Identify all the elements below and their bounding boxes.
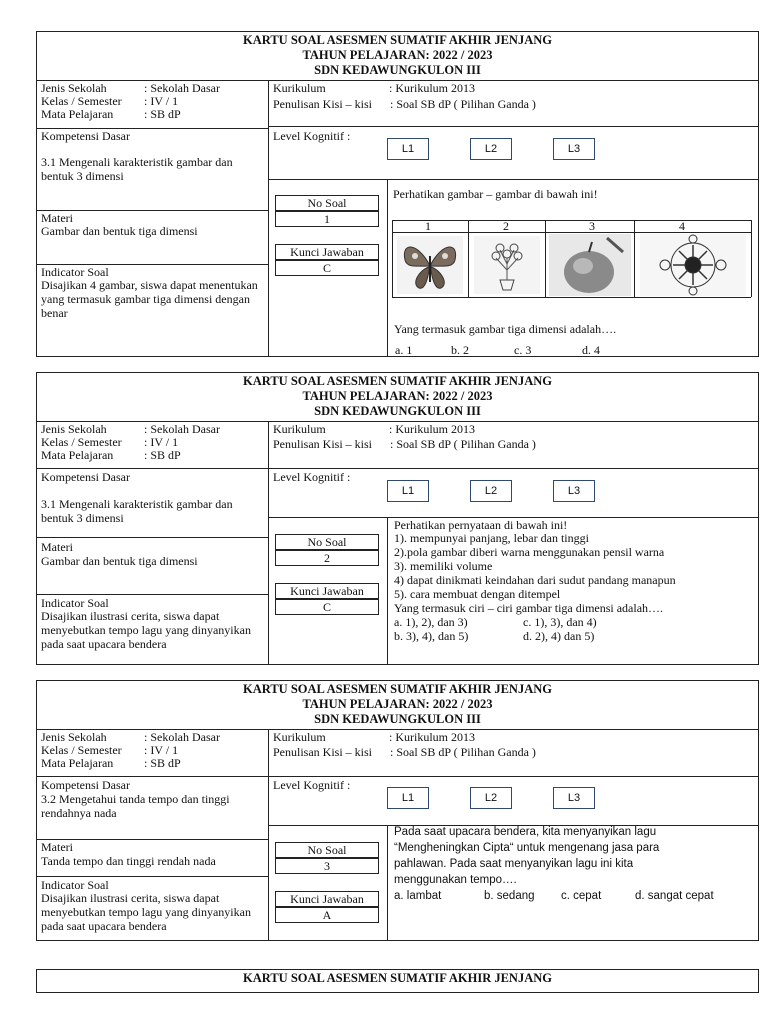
jenis-sekolah-label: Jenis Sekolah bbox=[41, 81, 107, 95]
level-l2: L2 bbox=[470, 480, 512, 502]
option-d: d. sangat cepat bbox=[635, 890, 714, 902]
kunci-label: Kunci Jawaban bbox=[275, 244, 379, 260]
flower-vase-drawing bbox=[474, 236, 540, 294]
level-l3: L3 bbox=[553, 138, 595, 160]
level-l2: L2 bbox=[470, 787, 512, 809]
header-title: KARTU SOAL ASESMEN SUMATIF AKHIR JENJANG bbox=[243, 374, 552, 388]
kompetensi-label: Kompetensi Dasar bbox=[41, 778, 130, 792]
level-l3: L3 bbox=[553, 787, 595, 809]
option-b: b. 2 bbox=[451, 343, 469, 357]
kunci-value: C bbox=[275, 260, 379, 276]
kelas-value: : IV / 1 bbox=[144, 94, 179, 108]
question-line-1: Pada saat upacara bendera, kita menyanyikan lagu bbox=[394, 826, 657, 838]
kisi-value: : Soal SB dP ( Pilihan Ganda ) bbox=[390, 745, 536, 759]
mapel-value: : SB dP bbox=[144, 756, 181, 770]
kurikulum-label: Kurikulum bbox=[273, 422, 326, 436]
option-b: b. sedang bbox=[484, 890, 535, 902]
level-l1: L1 bbox=[387, 480, 429, 502]
header-year: TAHUN PELAJARAN: 2022 / 2023 bbox=[302, 48, 493, 62]
no-soal-value: 3 bbox=[275, 858, 379, 874]
kurikulum-value: : Kurikulum 2013 bbox=[389, 81, 475, 95]
option-b: b. 3), 4), dan 5) bbox=[394, 629, 469, 643]
materi-label: Materi bbox=[41, 540, 73, 554]
mapel-value: : SB dP bbox=[144, 107, 181, 121]
level-l1: L1 bbox=[387, 138, 429, 160]
kelas-label: Kelas / Semester bbox=[41, 743, 122, 757]
header-title: KARTU SOAL ASESMEN SUMATIF AKHIR JENJANG bbox=[243, 971, 552, 985]
no-soal-label: No Soal bbox=[275, 195, 379, 211]
indikator-text: Disajikan ilustrasi cerita, siswa dapat menyebutkan tempo lagu yang dinyanyikan pada saat upacara bendera bbox=[41, 609, 251, 651]
image-label-1: 1 bbox=[425, 219, 431, 233]
indikator-label: Indicator Soal bbox=[41, 265, 109, 279]
kunci-value: A bbox=[275, 907, 379, 923]
question-text: Yang termasuk ciri – ciri gambar tiga dimensi adalah…. bbox=[394, 601, 664, 615]
statement-4: 4) dapat dinikmati keindahan dari sudut pandang manapun bbox=[394, 573, 676, 587]
statement-2: 2).pola gambar diberi warna menggunakan pensil warna bbox=[394, 545, 665, 559]
kisi-label: Penulisan Kisi – kisi bbox=[273, 745, 373, 759]
image-label-3: 3 bbox=[589, 219, 595, 233]
mapel-label: Mata Pelajaran bbox=[41, 107, 114, 121]
materi-text: Tanda tempo dan tinggi rendah nada bbox=[41, 854, 216, 868]
question-card-2 bbox=[36, 372, 759, 665]
header-school: SDN KEDAWUNGKULON III bbox=[314, 404, 481, 418]
kompetensi-label: Kompetensi Dasar bbox=[41, 129, 130, 143]
jenis-sekolah-value: : Sekolah Dasar bbox=[144, 422, 220, 436]
level-label: Level Kognitif : bbox=[273, 129, 351, 143]
image-label-4: 4 bbox=[679, 219, 685, 233]
option-d: d. 2), 4) dan 5) bbox=[523, 629, 595, 643]
level-label: Level Kognitif : bbox=[273, 778, 351, 792]
no-soal-value: 2 bbox=[275, 550, 379, 566]
header-school: SDN KEDAWUNGKULON III bbox=[314, 712, 481, 726]
indikator-label: Indicator Soal bbox=[41, 596, 109, 610]
question-line-4: menggunakan tempo…. bbox=[394, 874, 517, 886]
indikator-label: Indicator Soal bbox=[41, 878, 109, 892]
kunci-label: Kunci Jawaban bbox=[275, 583, 379, 599]
kompetensi-text: 3.1 Mengenali karakteristik gambar dan bentuk 3 dimensi bbox=[41, 497, 233, 525]
statement-5: 5). cara membuat dengan ditempel bbox=[394, 587, 561, 601]
indikator-text: Disajikan 4 gambar, siswa dapat menentukan yang termasuk gambar tiga dimensi dengan benar bbox=[41, 278, 258, 320]
kurikulum-value: : Kurikulum 2013 bbox=[389, 422, 475, 436]
kelas-value: : IV / 1 bbox=[144, 743, 179, 757]
level-l1: L1 bbox=[387, 787, 429, 809]
header-year: TAHUN PELAJARAN: 2022 / 2023 bbox=[302, 697, 493, 711]
question-line-2: “Mengheningkan Cipta“ untuk mengenang jasa para bbox=[394, 842, 660, 854]
no-soal-label: No Soal bbox=[275, 534, 379, 550]
jenis-sekolah-label: Jenis Sekolah bbox=[41, 730, 107, 744]
option-d: d. 4 bbox=[582, 343, 600, 357]
option-c: c. 3 bbox=[514, 343, 532, 357]
question-card-4 bbox=[36, 969, 759, 993]
apple-drawing bbox=[549, 234, 631, 296]
mapel-value: : SB dP bbox=[144, 448, 181, 462]
question-text: Yang termasuk gambar tiga dimensi adalah…. bbox=[394, 322, 617, 336]
header-year: TAHUN PELAJARAN: 2022 / 2023 bbox=[302, 389, 493, 403]
kompetensi-text: 3.2 Mengetahui tanda tempo dan tinggi rendahnya nada bbox=[41, 792, 230, 820]
question-line-3: pahlawan. Pada saat menyanyikan lagu ini kita bbox=[394, 858, 634, 870]
kisi-label: Penulisan Kisi – kisi bbox=[273, 437, 373, 451]
materi-text: Gambar dan bentuk tiga dimensi bbox=[41, 224, 198, 238]
kompetensi-label: Kompetensi Dasar bbox=[41, 470, 130, 484]
jenis-sekolah-label: Jenis Sekolah bbox=[41, 422, 107, 436]
card-header bbox=[37, 32, 758, 81]
option-c: c. 1), 3), dan 4) bbox=[523, 615, 597, 629]
ornament-drawing bbox=[640, 234, 746, 296]
level-label: Level Kognitif : bbox=[273, 470, 351, 484]
kelas-label: Kelas / Semester bbox=[41, 94, 122, 108]
kunci-value: C bbox=[275, 599, 379, 615]
kurikulum-label: Kurikulum bbox=[273, 81, 326, 95]
mapel-label: Mata Pelajaran bbox=[41, 756, 114, 770]
option-a: a. 1), 2), dan 3) bbox=[394, 615, 468, 629]
kisi-label: Penulisan Kisi – kisi bbox=[273, 97, 373, 111]
question-card-3 bbox=[36, 680, 759, 941]
indikator-text: Disajikan ilustrasi cerita, siswa dapat menyebutkan tempo lagu yang dinyanyikan pada saat upacara bendera bbox=[41, 891, 251, 933]
option-c: c. cepat bbox=[561, 890, 602, 902]
question-card-1 bbox=[36, 31, 759, 357]
no-soal-label: No Soal bbox=[275, 842, 379, 858]
question-intro: Perhatikan pernyataan di bawah ini! bbox=[394, 518, 568, 532]
header-school: SDN KEDAWUNGKULON III bbox=[314, 63, 481, 77]
statement-3: 3). memiliki volume bbox=[394, 559, 493, 573]
materi-label: Materi bbox=[41, 211, 73, 225]
kurikulum-value: : Kurikulum 2013 bbox=[389, 730, 475, 744]
header-title: KARTU SOAL ASESMEN SUMATIF AKHIR JENJANG bbox=[243, 33, 552, 47]
no-soal-value: 1 bbox=[275, 211, 379, 227]
header-title: KARTU SOAL ASESMEN SUMATIF AKHIR JENJANG bbox=[243, 682, 552, 696]
jenis-sekolah-value: : Sekolah Dasar bbox=[144, 81, 220, 95]
butterfly-drawing bbox=[397, 236, 463, 294]
card-header bbox=[37, 373, 758, 422]
kelas-value: : IV / 1 bbox=[144, 435, 179, 449]
kisi-value: : Soal SB dP ( Pilihan Ganda ) bbox=[390, 437, 536, 451]
kurikulum-label: Kurikulum bbox=[273, 730, 326, 744]
kelas-label: Kelas / Semester bbox=[41, 435, 122, 449]
card-header bbox=[37, 681, 758, 730]
materi-label: Materi bbox=[41, 840, 73, 854]
level-l2: L2 bbox=[470, 138, 512, 160]
image-label-2: 2 bbox=[503, 219, 509, 233]
option-a: a. lambat bbox=[394, 890, 442, 902]
option-a: a. 1 bbox=[395, 343, 413, 357]
kunci-label: Kunci Jawaban bbox=[275, 891, 379, 907]
question-intro: Perhatikan gambar – gambar di bawah ini! bbox=[393, 187, 598, 201]
mapel-label: Mata Pelajaran bbox=[41, 448, 114, 462]
materi-text: Gambar dan bentuk tiga dimensi bbox=[41, 554, 198, 568]
level-l3: L3 bbox=[553, 480, 595, 502]
kompetensi-text: 3.1 Mengenali karakteristik gambar dan bentuk 3 dimensi bbox=[41, 155, 233, 183]
jenis-sekolah-value: : Sekolah Dasar bbox=[144, 730, 220, 744]
statement-1: 1). mempunyai panjang, lebar dan tinggi bbox=[394, 531, 589, 545]
kisi-value: : Soal SB dP ( Pilihan Ganda ) bbox=[390, 97, 536, 111]
